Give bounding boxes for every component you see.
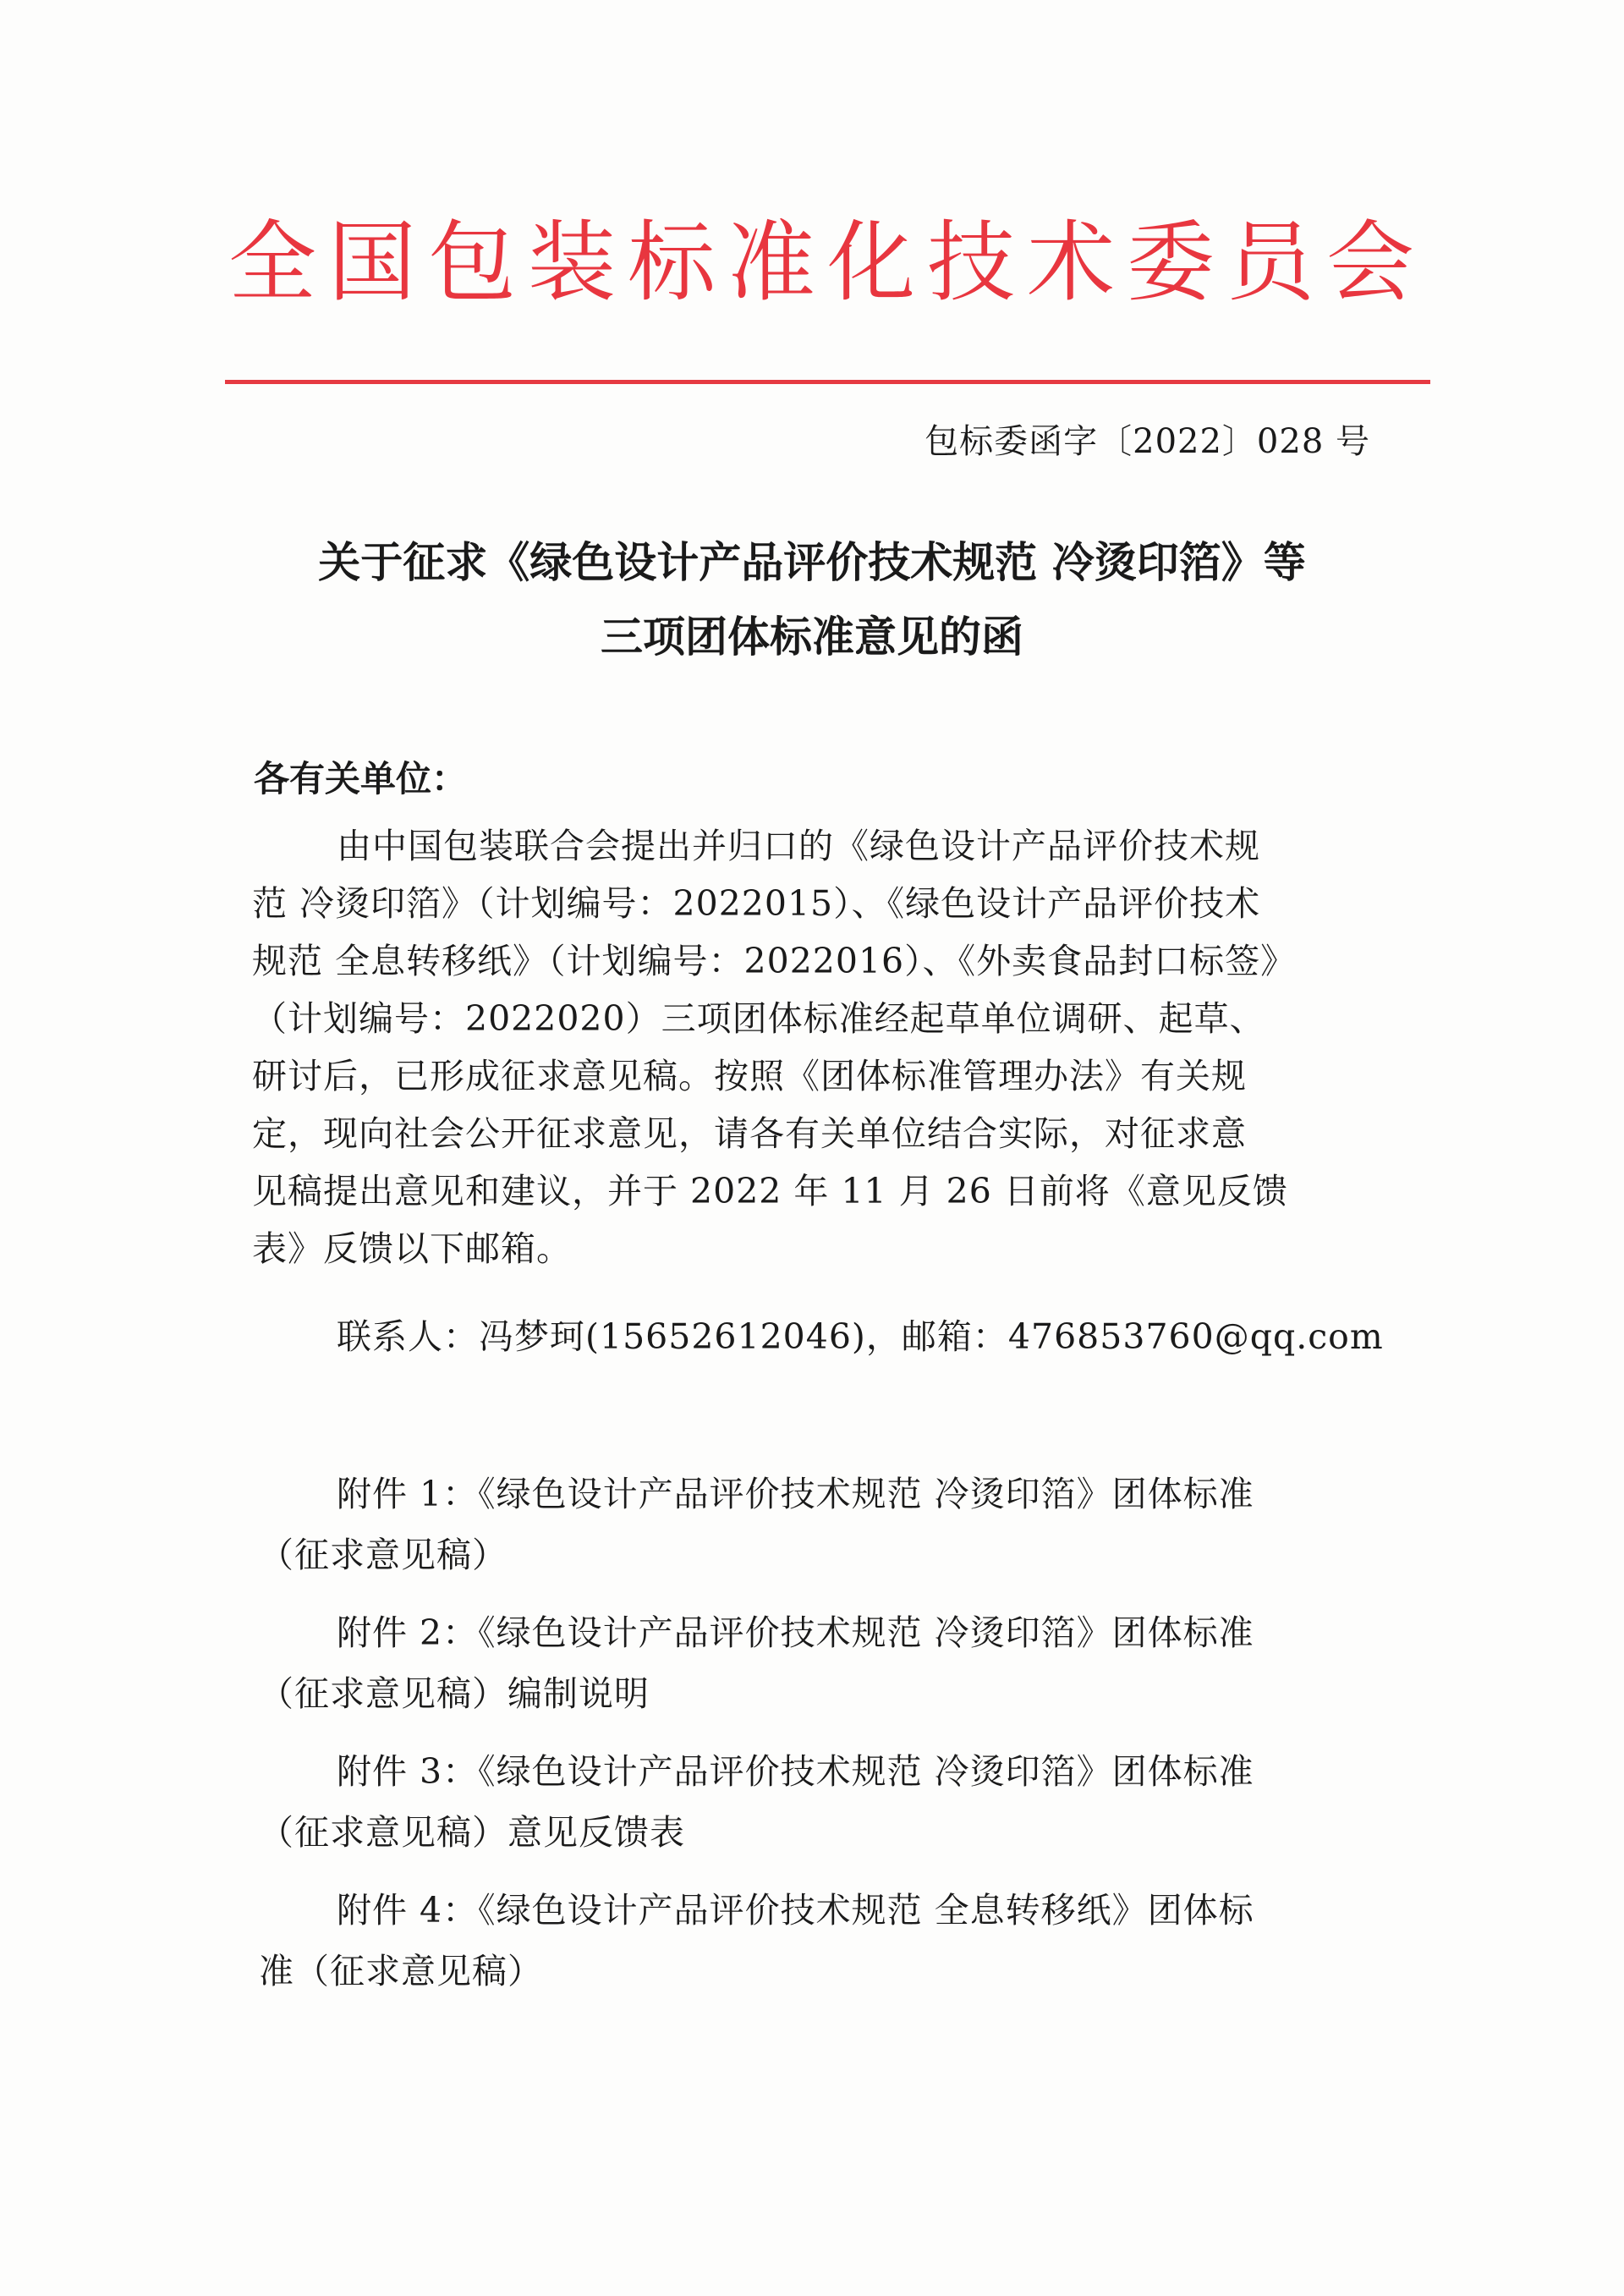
attachment-line: 附件 2：《绿色设计产品评价技术规范 冷烫印箔》团体标准 [337, 1612, 1254, 1653]
body-line: （计划编号：2022020）三项团体标准经起草单位调研、起草、 [252, 998, 1265, 1039]
document-title-line-1: 关于征求《绿色设计产品评价技术规范 冷烫印箔》等 [318, 538, 1306, 587]
letterhead-red-rule [225, 380, 1430, 384]
body-line: 研讨后，已形成征求意见稿。按照《团体标准管理办法》有关规 [252, 1056, 1247, 1096]
attachment-line: 准（征求意见稿） [259, 1951, 543, 1991]
document-number: 包标委函字〔2022〕028 号 [924, 422, 1370, 461]
attachment-line: 附件 4：《绿色设计产品评价技术规范 全息转移纸》团体标 [337, 1890, 1254, 1931]
document-title-line-2: 三项团体标准意见的函 [601, 612, 1023, 662]
attachment-line: 附件 3：《绿色设计产品评价技术规范 冷烫印箔》团体标准 [337, 1751, 1254, 1792]
body-line: 表》反馈以下邮箱。 [252, 1228, 572, 1269]
attachment-line: （征求意见稿） [259, 1535, 508, 1575]
contact-line: 联系人：冯梦珂(15652612046)，邮箱：476853760@qq.com [337, 1316, 1384, 1357]
body-line: 见稿提出意见和建议，并于 2022 年 11 月 26 日前将《意见反馈 [252, 1171, 1288, 1211]
body-line: 定，现向社会公开征求意见，请各有关单位结合实际，对征求意 [252, 1113, 1247, 1154]
body-line: 规范 全息转移纸》（计划编号：2022016）、《外卖食品封口标签》 [252, 941, 1297, 981]
attachment-line: （征求意见稿）意见反馈表 [259, 1812, 685, 1853]
salutation: 各有关单位： [254, 758, 468, 799]
letterhead-organization: 全国包装标准化技术委员会 [228, 211, 1427, 314]
body-line: 范 冷烫印箔》（计划编号：2022015）、《绿色设计产品评价技术 [252, 883, 1261, 924]
attachment-line: 附件 1：《绿色设计产品评价技术规范 冷烫印箔》团体标准 [337, 1474, 1254, 1514]
attachment-line: （征求意见稿）编制说明 [259, 1673, 650, 1714]
body-line: 由中国包装联合会提出并归口的《绿色设计产品评价技术规 [337, 826, 1260, 866]
